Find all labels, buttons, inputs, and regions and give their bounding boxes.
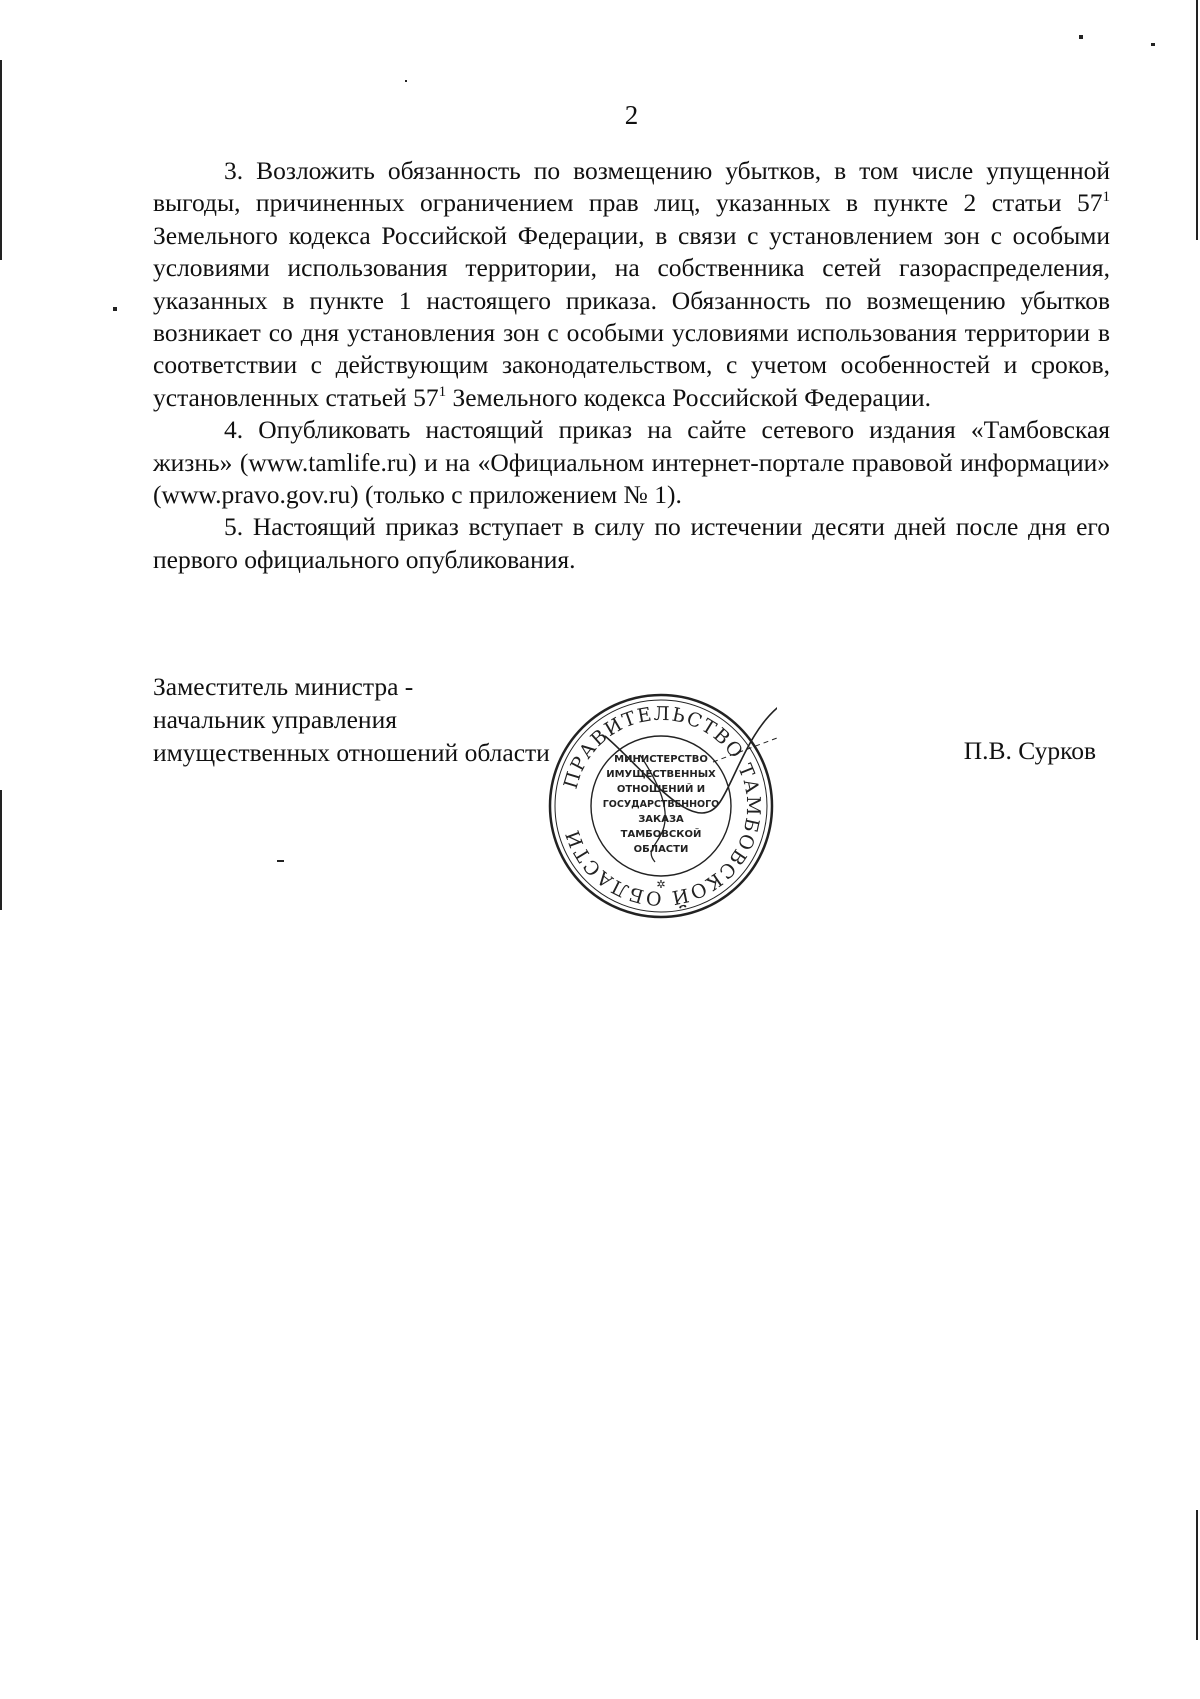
superscript-1: 1 — [1102, 189, 1110, 206]
scan-artifact — [113, 307, 117, 311]
paragraph-3-part-1: 3. Возложить обязанность по возмещению убытков, в том числе упущенной выгоды, причиненных ограничением прав лиц, указанных в пункте 2 статьи 57 — [153, 156, 1110, 218]
seal-center-line: ЗАКАЗА — [638, 814, 684, 825]
seal-center-line: ГОСУДАРСТВЕННОГО — [602, 799, 720, 810]
seal-star-icon: ✲ — [656, 879, 666, 891]
seal-center-line: ОБЛАСТИ — [633, 844, 689, 855]
paragraph-3 — [153, 155, 1110, 414]
scan-edge — [0, 60, 2, 260]
seal-center-line: ИМУЩЕСТВЕННЫХ — [606, 769, 716, 780]
official-seal — [545, 690, 777, 922]
signatory-title — [153, 670, 550, 769]
paragraph-5: 5. Настоящий приказ вступает в силу по истечении десяти дней после дня его первого официального опубликования. — [153, 512, 1110, 574]
signatory-name: П.В. Сурков — [963, 736, 1096, 765]
paragraph-3-part-2: Земельного кодекса Российской Федерации, в связи с установлением зон с особыми условиями использования территории, на собственника сетей газораспределения, указанных в пункте 1 настоящего приказа. Обязанность по возмещению убытков возникает со дня установления зон с особыми условиями использования территории в соответствии с действующим законодательством, с учетом особенностей и сроков, установленных статьей 57 — [153, 220, 1110, 412]
scan-edge — [0, 790, 2, 910]
scan-artifact — [1079, 35, 1083, 39]
paragraph-4: 4. Опубликовать настоящий приказ на сайте сетевого издания «Тамбовская жизнь» (www.tamlife.ru) и на «Официальном интернет-портале правовой информации» (www.pravo.gov.ru) (только с приложением № 1). — [153, 415, 1110, 510]
signatory-title-line: Заместитель министра - — [153, 672, 414, 701]
seal-ring-text: ПРАВИТЕЛЬСТВО ТАМБОВСКОЙ ОБЛАСТИ — [559, 702, 765, 910]
signatory-title-line: имущественных отношений области — [153, 738, 550, 767]
scan-artifact — [1151, 43, 1155, 46]
scan-edge — [1196, 1510, 1198, 1640]
scan-artifact — [405, 80, 407, 82]
document-body — [153, 155, 1110, 576]
seal-center-line: МИНИСТЕРСТВО — [614, 754, 708, 765]
scan-artifact — [277, 860, 284, 862]
seal-center-line: ТАМБОВСКОЙ — [620, 829, 702, 840]
paragraph-3-part-3: Земельного кодекса Российской Федерации. — [446, 382, 932, 412]
seal-center-line: ОТНОШЕНИЙ И — [616, 784, 706, 795]
superscript-2: 1 — [438, 383, 447, 400]
page-number: 2 — [624, 100, 639, 130]
scan-edge — [1196, 0, 1198, 240]
signatory-title-line: начальник управления — [153, 705, 397, 734]
